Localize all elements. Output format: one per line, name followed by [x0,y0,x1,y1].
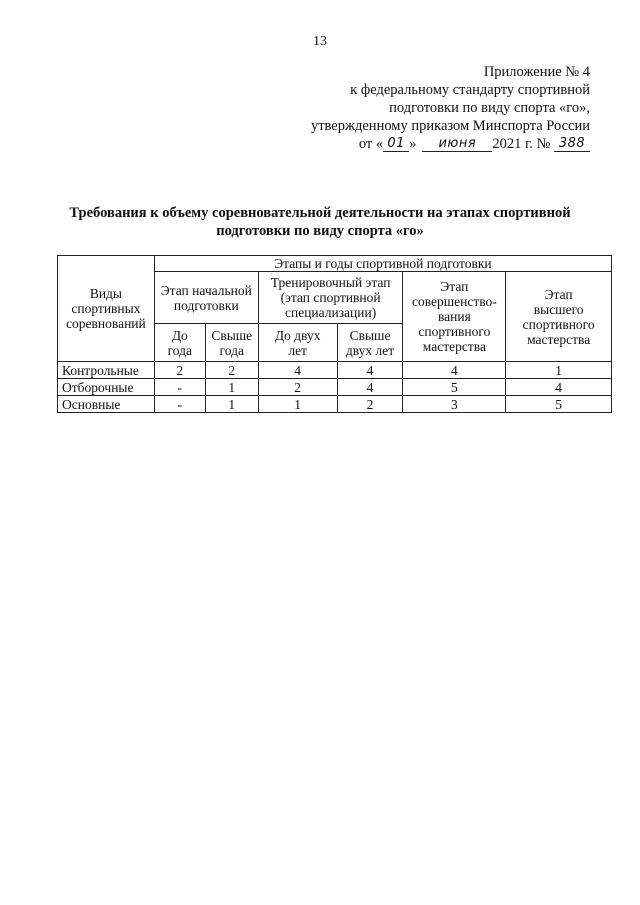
row-label: Контрольные [58,362,155,379]
subheader-up-to-year: До года [154,324,205,362]
header-stage-improvement: Этап совершенство- вания спортивного мастерства [403,272,506,362]
table-cell: 2 [337,396,403,413]
requirements-table [57,255,612,413]
table-cell: 5 [403,379,506,396]
table-cell: 4 [337,362,403,379]
year-text: 2021 г. № [492,136,551,152]
table-cell: 1 [205,396,258,413]
subheader-over-year: Свыше года [205,324,258,362]
table-cell: 2 [154,362,205,379]
date-prefix: от « [358,136,384,152]
subheader-up-to-two-years: До двух лет [258,324,337,362]
table-cell: 2 [258,379,337,396]
table-cell: 4 [506,379,612,396]
table-cell: 4 [337,379,403,396]
table-cell: - [154,396,205,413]
table-cell: - [154,379,205,396]
row-label: Основные [58,396,155,413]
title-line: Требования к объему соревновательной деятельности на этапах спортивной [69,205,571,221]
appendix-line: к федеральному стандарту спортивной [350,82,590,98]
document-title [40,204,600,240]
row-label: Отборочные [58,379,155,396]
page-number: 13 [313,34,327,49]
appendix-line: подготовки по виду спорта «го», [389,100,590,116]
table-cell: 2 [205,362,258,379]
title-line: подготовки по виду спорта «го» [216,223,424,239]
appendix-line: утвержденному приказом Минспорта России [310,118,590,134]
appendix-date-line [300,135,590,153]
subheader-over-two-years: Свыше двух лет [337,324,403,362]
table-row [58,379,612,396]
header-stage-initial: Этап начальной подготовки [154,272,258,324]
table-row [58,396,612,413]
header-stage-training: Тренировочный этап (этап спортивной специализации) [258,272,403,324]
table-cell: 3 [403,396,506,413]
table-cell: 4 [258,362,337,379]
appendix-block [300,63,590,153]
table-cell: 4 [403,362,506,379]
handwritten-order-number: 388 [554,137,590,152]
table-cell: 1 [258,396,337,413]
appendix-line: Приложение № 4 [483,64,590,80]
date-close: » [409,136,417,152]
table-cell: 5 [506,396,612,413]
handwritten-day: 01 [383,137,409,152]
table-cell: 1 [506,362,612,379]
table-row [58,362,612,379]
header-stages: Этапы и годы спортивной подготовки [154,256,611,272]
header-stage-higher-mastery: Этап высшего спортивного мастерства [506,272,612,362]
header-competition-types: Виды спортивных соревнований [58,256,155,362]
handwritten-month: июня [422,137,492,152]
table-cell: 1 [205,379,258,396]
